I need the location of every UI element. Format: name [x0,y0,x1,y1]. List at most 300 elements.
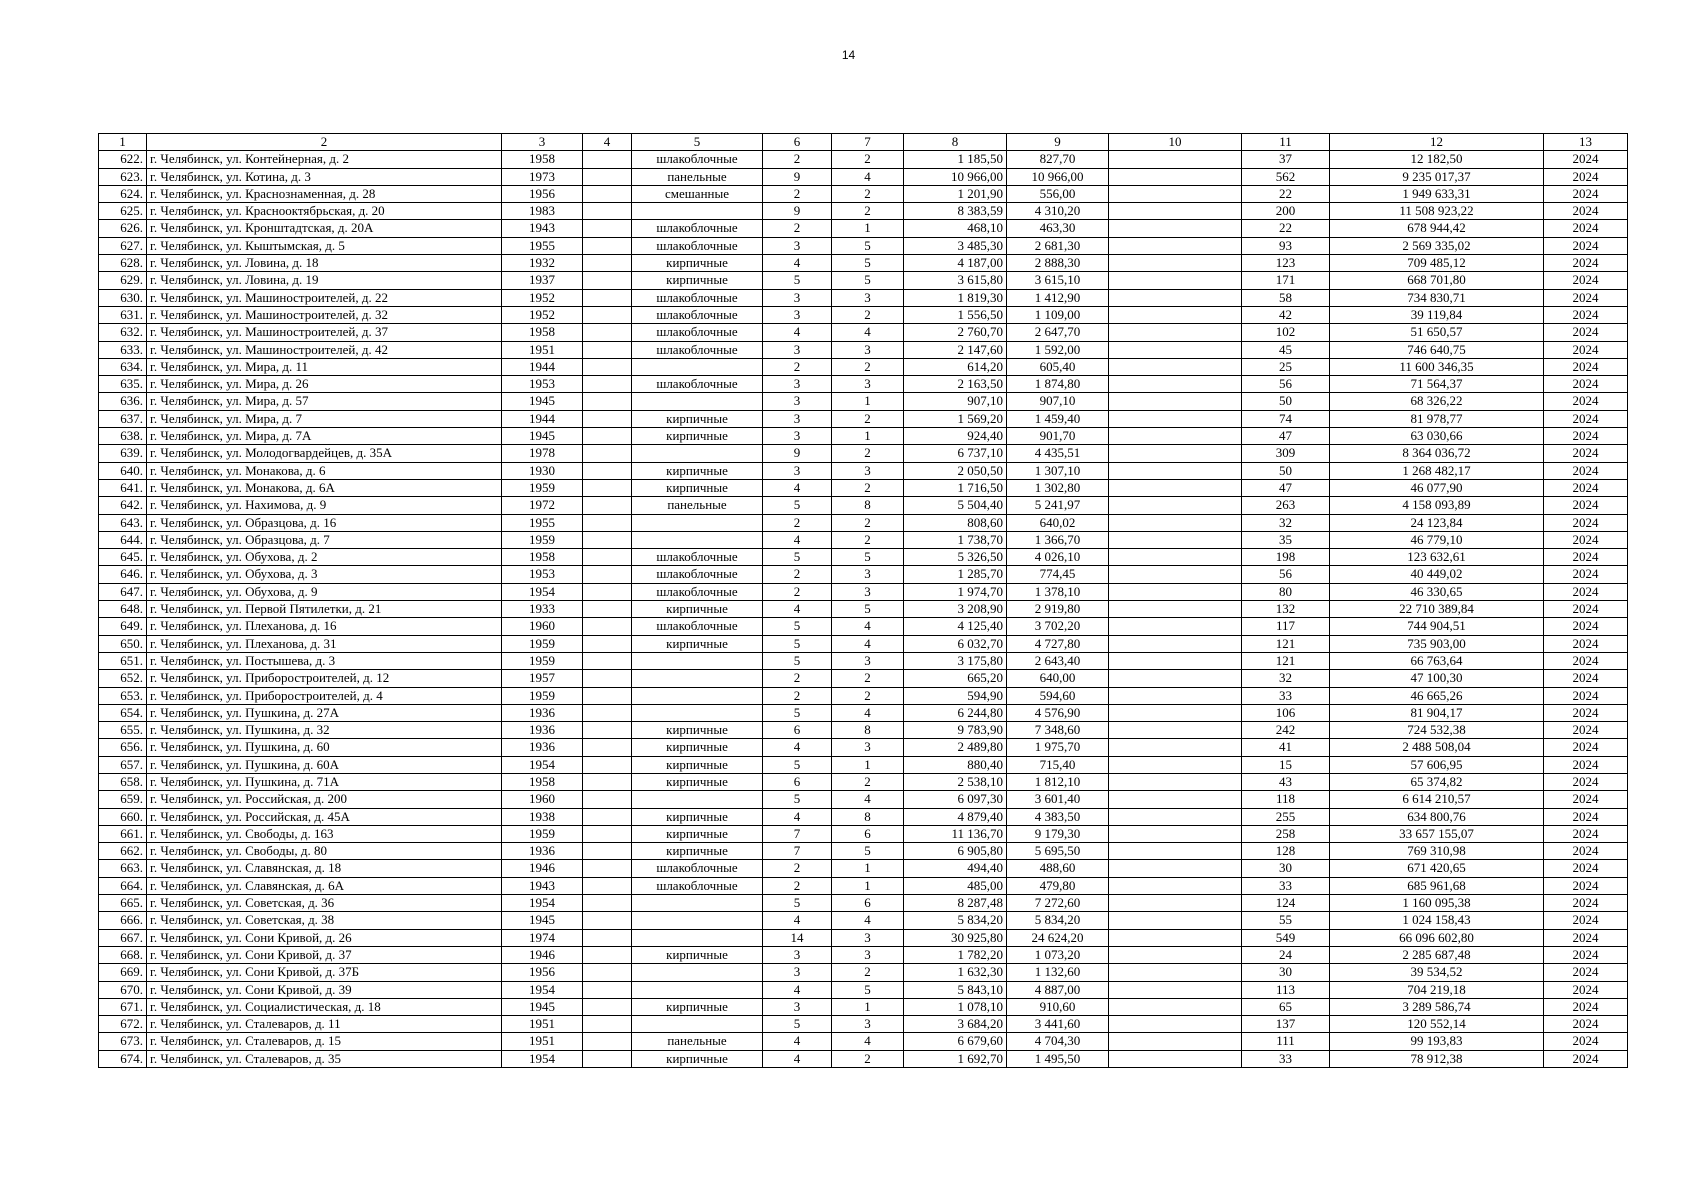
cell-entrances: 3 [832,462,904,479]
cell-living-area: 4 727,80 [1007,635,1109,652]
cell-col-4 [583,895,632,912]
cell-entrances: 2 [832,1050,904,1067]
cell-total-area: 8 287,48 [904,895,1007,912]
cell-total-area: 6 737,10 [904,445,1007,462]
page-number: 14 [841,48,856,62]
cell-entrances: 5 [832,255,904,272]
cell-year: 2024 [1544,808,1628,825]
table-row [99,808,1628,825]
cell-floors: 2 [763,877,832,894]
cell-address: г. Челябинск, ул. Сталеваров, д. 15 [147,1033,502,1050]
cell-cost: 746 640,75 [1330,341,1544,358]
cell-row-number: 673. [99,1033,147,1050]
cell-year: 2024 [1544,428,1628,445]
cell-wall-material: панельные [632,1033,763,1050]
cell-entrances: 2 [832,410,904,427]
table-row [99,929,1628,946]
cell-wall-material: шлакоблочные [632,860,763,877]
cell-row-number: 622. [99,151,147,168]
cell-living-area: 5 834,20 [1007,912,1109,929]
cell-living-area: 1 307,10 [1007,462,1109,479]
cell-floors: 4 [763,1033,832,1050]
cell-address: г. Челябинск, ул. Молодогвардейцев, д. 35А [147,445,502,462]
cell-address: г. Челябинск, ул. Мира, д. 26 [147,376,502,393]
cell-col-10 [1109,410,1242,427]
column-header: 12 [1330,134,1544,151]
cell-year-built: 1945 [502,998,583,1015]
cell-residents: 65 [1242,998,1330,1015]
cell-row-number: 632. [99,324,147,341]
cell-total-area: 2 163,50 [904,376,1007,393]
cell-year: 2024 [1544,704,1628,721]
cell-col-10 [1109,324,1242,341]
register-table [98,133,1628,1068]
cell-entrances: 2 [832,151,904,168]
cell-cost: 735 903,00 [1330,635,1544,652]
cell-wall-material: кирпичные [632,825,763,842]
cell-year: 2024 [1544,445,1628,462]
cell-living-area: 1 412,90 [1007,289,1109,306]
cell-cost: 66 763,64 [1330,652,1544,669]
cell-entrances: 2 [832,306,904,323]
cell-floors: 5 [763,549,832,566]
column-header: 1 [99,134,147,151]
cell-floors: 3 [763,289,832,306]
cell-year: 2024 [1544,601,1628,618]
cell-living-area: 5 241,97 [1007,497,1109,514]
cell-address: г. Челябинск, ул. Кыштымская, д. 5 [147,237,502,254]
table-row [99,393,1628,410]
cell-floors: 3 [763,462,832,479]
cell-year: 2024 [1544,998,1628,1015]
cell-total-area: 2 538,10 [904,773,1007,790]
cell-entrances: 2 [832,964,904,981]
cell-year: 2024 [1544,929,1628,946]
cell-entrances: 2 [832,514,904,531]
cell-address: г. Челябинск, ул. Приборостроителей, д. 12 [147,670,502,687]
cell-wall-material: кирпичные [632,479,763,496]
table-row [99,306,1628,323]
cell-col-4 [583,341,632,358]
cell-wall-material: шлакоблочные [632,237,763,254]
cell-year-built: 1954 [502,756,583,773]
column-header: 7 [832,134,904,151]
cell-total-area: 665,20 [904,670,1007,687]
cell-col-4 [583,428,632,445]
cell-total-area: 3 615,80 [904,272,1007,289]
cell-year-built: 1954 [502,895,583,912]
cell-year: 2024 [1544,220,1628,237]
cell-entrances: 4 [832,704,904,721]
cell-col-4 [583,306,632,323]
cell-year: 2024 [1544,722,1628,739]
table-row [99,462,1628,479]
cell-cost: 678 944,42 [1330,220,1544,237]
cell-year-built: 1946 [502,860,583,877]
cell-col-4 [583,549,632,566]
cell-address: г. Челябинск, ул. Машиностроителей, д. 32 [147,306,502,323]
cell-wall-material: кирпичные [632,946,763,963]
cell-address: г. Челябинск, ул. Обухова, д. 2 [147,549,502,566]
cell-col-4 [583,272,632,289]
cell-residents: 132 [1242,601,1330,618]
cell-entrances: 3 [832,1016,904,1033]
cell-address: г. Челябинск, ул. Сони Кривой, д. 26 [147,929,502,946]
cell-col-10 [1109,704,1242,721]
cell-floors: 3 [763,237,832,254]
cell-col-10 [1109,428,1242,445]
cell-col-4 [583,1033,632,1050]
cell-living-area: 907,10 [1007,393,1109,410]
cell-entrances: 4 [832,912,904,929]
cell-year-built: 1945 [502,912,583,929]
cell-year-built: 1944 [502,410,583,427]
cell-year-built: 1955 [502,514,583,531]
cell-year: 2024 [1544,1016,1628,1033]
cell-year-built: 1957 [502,670,583,687]
cell-year-built: 1936 [502,843,583,860]
cell-wall-material: шлакоблочные [632,549,763,566]
cell-year-built: 1960 [502,618,583,635]
cell-col-10 [1109,825,1242,842]
cell-cost: 744 904,51 [1330,618,1544,635]
cell-col-10 [1109,306,1242,323]
cell-living-area: 1 073,20 [1007,946,1109,963]
table-header [99,134,1628,151]
cell-wall-material [632,358,763,375]
cell-year: 2024 [1544,946,1628,963]
cell-year: 2024 [1544,635,1628,652]
cell-entrances: 2 [832,203,904,220]
cell-address: г. Челябинск, ул. Обухова, д. 9 [147,583,502,600]
cell-total-area: 1 632,30 [904,964,1007,981]
cell-cost: 51 650,57 [1330,324,1544,341]
cell-total-area: 6 679,60 [904,1033,1007,1050]
cell-col-10 [1109,808,1242,825]
cell-row-number: 648. [99,601,147,618]
cell-residents: 45 [1242,341,1330,358]
table-row [99,895,1628,912]
cell-year-built: 1959 [502,479,583,496]
cell-entrances: 8 [832,808,904,825]
cell-residents: 35 [1242,531,1330,548]
cell-col-10 [1109,376,1242,393]
cell-year-built: 1944 [502,358,583,375]
cell-floors: 9 [763,445,832,462]
cell-entrances: 2 [832,531,904,548]
cell-wall-material: кирпичные [632,601,763,618]
cell-living-area: 1 495,50 [1007,1050,1109,1067]
table-row [99,773,1628,790]
cell-living-area: 7 272,60 [1007,895,1109,912]
cell-row-number: 661. [99,825,147,842]
cell-total-area: 30 925,80 [904,929,1007,946]
cell-cost: 99 193,83 [1330,1033,1544,1050]
cell-year: 2024 [1544,272,1628,289]
cell-row-number: 641. [99,479,147,496]
cell-total-area: 1 285,70 [904,566,1007,583]
cell-total-area: 10 966,00 [904,168,1007,185]
cell-cost: 709 485,12 [1330,255,1544,272]
cell-entrances: 1 [832,393,904,410]
cell-living-area: 3 615,10 [1007,272,1109,289]
cell-col-4 [583,462,632,479]
cell-living-area: 594,60 [1007,687,1109,704]
cell-cost: 685 961,68 [1330,877,1544,894]
cell-address: г. Челябинск, ул. Пушкина, д. 71А [147,773,502,790]
cell-year: 2024 [1544,583,1628,600]
cell-living-area: 1 378,10 [1007,583,1109,600]
cell-total-area: 4 187,00 [904,255,1007,272]
cell-col-10 [1109,549,1242,566]
cell-floors: 2 [763,566,832,583]
cell-row-number: 666. [99,912,147,929]
cell-col-4 [583,203,632,220]
cell-year: 2024 [1544,670,1628,687]
cell-wall-material: кирпичные [632,739,763,756]
cell-total-area: 6 032,70 [904,635,1007,652]
table-row [99,479,1628,496]
cell-col-10 [1109,220,1242,237]
cell-entrances: 1 [832,877,904,894]
cell-year: 2024 [1544,825,1628,842]
cell-col-10 [1109,497,1242,514]
cell-residents: 121 [1242,635,1330,652]
cell-year: 2024 [1544,652,1628,669]
cell-total-area: 6 097,30 [904,791,1007,808]
cell-col-10 [1109,722,1242,739]
cell-wall-material [632,964,763,981]
table-row [99,981,1628,998]
cell-residents: 200 [1242,203,1330,220]
cell-col-10 [1109,877,1242,894]
cell-col-4 [583,912,632,929]
cell-wall-material: кирпичные [632,722,763,739]
cell-year-built: 1951 [502,1016,583,1033]
cell-wall-material: шлакоблочные [632,324,763,341]
cell-row-number: 642. [99,497,147,514]
cell-residents: 93 [1242,237,1330,254]
cell-residents: 123 [1242,255,1330,272]
cell-living-area: 3 601,40 [1007,791,1109,808]
cell-col-4 [583,358,632,375]
cell-total-area: 2 147,60 [904,341,1007,358]
column-header: 11 [1242,134,1330,151]
table-row [99,946,1628,963]
cell-year-built: 1938 [502,808,583,825]
cell-wall-material [632,393,763,410]
cell-cost: 1 949 633,31 [1330,185,1544,202]
cell-col-4 [583,946,632,963]
table-row [99,531,1628,548]
cell-col-10 [1109,860,1242,877]
cell-residents: 43 [1242,773,1330,790]
cell-floors: 2 [763,670,832,687]
cell-total-area: 614,20 [904,358,1007,375]
cell-living-area: 2 919,80 [1007,601,1109,618]
cell-address: г. Челябинск, ул. Социалистическая, д. 18 [147,998,502,1015]
cell-floors: 3 [763,306,832,323]
cell-col-10 [1109,566,1242,583]
cell-row-number: 636. [99,393,147,410]
cell-col-4 [583,445,632,462]
cell-total-area: 4 879,40 [904,808,1007,825]
cell-living-area: 2 888,30 [1007,255,1109,272]
cell-address: г. Челябинск, ул. Машиностроителей, д. 22 [147,289,502,306]
cell-address: г. Челябинск, ул. Сталеваров, д. 11 [147,1016,502,1033]
cell-col-10 [1109,1033,1242,1050]
cell-wall-material: смешанные [632,185,763,202]
cell-living-area: 1 109,00 [1007,306,1109,323]
cell-address: г. Челябинск, ул. Плеханова, д. 16 [147,618,502,635]
cell-floors: 4 [763,479,832,496]
table-row [99,376,1628,393]
cell-cost: 12 182,50 [1330,151,1544,168]
cell-living-area: 910,60 [1007,998,1109,1015]
cell-wall-material [632,687,763,704]
table-row [99,341,1628,358]
cell-total-area: 1 738,70 [904,531,1007,548]
cell-address: г. Челябинск, ул. Советская, д. 38 [147,912,502,929]
cell-col-4 [583,410,632,427]
cell-col-4 [583,237,632,254]
cell-col-10 [1109,514,1242,531]
cell-cost: 46 077,90 [1330,479,1544,496]
cell-residents: 102 [1242,324,1330,341]
table-row [99,324,1628,341]
cell-address: г. Челябинск, ул. Мира, д. 11 [147,358,502,375]
cell-residents: 22 [1242,220,1330,237]
cell-year: 2024 [1544,843,1628,860]
cell-row-number: 638. [99,428,147,445]
cell-residents: 42 [1242,306,1330,323]
cell-year: 2024 [1544,497,1628,514]
cell-year: 2024 [1544,860,1628,877]
cell-entrances: 3 [832,566,904,583]
cell-row-number: 647. [99,583,147,600]
cell-living-area: 605,40 [1007,358,1109,375]
cell-total-area: 1 569,20 [904,410,1007,427]
cell-floors: 4 [763,531,832,548]
cell-residents: 263 [1242,497,1330,514]
cell-total-area: 6 244,80 [904,704,1007,721]
cell-living-area: 10 966,00 [1007,168,1109,185]
cell-row-number: 644. [99,531,147,548]
cell-floors: 3 [763,946,832,963]
cell-entrances: 1 [832,220,904,237]
cell-total-area: 6 905,80 [904,843,1007,860]
cell-address: г. Челябинск, ул. Российская, д. 200 [147,791,502,808]
cell-col-10 [1109,912,1242,929]
cell-col-4 [583,981,632,998]
cell-year-built: 1936 [502,739,583,756]
cell-wall-material: кирпичные [632,410,763,427]
cell-total-area: 1 556,50 [904,306,1007,323]
cell-total-area: 3 485,30 [904,237,1007,254]
cell-entrances: 2 [832,185,904,202]
cell-entrances: 5 [832,237,904,254]
cell-cost: 78 912,38 [1330,1050,1544,1067]
cell-entrances: 1 [832,756,904,773]
cell-entrances: 5 [832,549,904,566]
cell-year-built: 1951 [502,341,583,358]
table-row [99,964,1628,981]
cell-floors: 3 [763,964,832,981]
cell-year: 2024 [1544,791,1628,808]
table-row [99,756,1628,773]
cell-address: г. Челябинск, ул. Обухова, д. 3 [147,566,502,583]
cell-entrances: 4 [832,635,904,652]
cell-row-number: 645. [99,549,147,566]
cell-col-10 [1109,998,1242,1015]
cell-address: г. Челябинск, ул. Славянская, д. 18 [147,860,502,877]
cell-entrances: 3 [832,929,904,946]
cell-living-area: 3 702,20 [1007,618,1109,635]
cell-entrances: 3 [832,739,904,756]
cell-year-built: 1952 [502,289,583,306]
cell-year: 2024 [1544,203,1628,220]
cell-col-4 [583,652,632,669]
cell-col-4 [583,566,632,583]
cell-cost: 71 564,37 [1330,376,1544,393]
cell-year: 2024 [1544,981,1628,998]
cell-wall-material: шлакоблочные [632,220,763,237]
cell-col-10 [1109,964,1242,981]
cell-row-number: 637. [99,410,147,427]
cell-col-10 [1109,531,1242,548]
cell-residents: 117 [1242,618,1330,635]
cell-col-10 [1109,151,1242,168]
cell-total-area: 3 684,20 [904,1016,1007,1033]
table-row [99,272,1628,289]
cell-entrances: 1 [832,428,904,445]
cell-cost: 46 665,26 [1330,687,1544,704]
cell-cost: 46 330,65 [1330,583,1544,600]
cell-entrances: 8 [832,722,904,739]
cell-living-area: 488,60 [1007,860,1109,877]
cell-floors: 4 [763,601,832,618]
cell-residents: 128 [1242,843,1330,860]
cell-address: г. Челябинск, ул. Краснооктябрьская, д. 20 [147,203,502,220]
cell-col-10 [1109,289,1242,306]
cell-year-built: 1974 [502,929,583,946]
table-row [99,445,1628,462]
cell-year-built: 1973 [502,168,583,185]
cell-cost: 63 030,66 [1330,428,1544,445]
cell-cost: 6 614 210,57 [1330,791,1544,808]
cell-row-number: 639. [99,445,147,462]
table-row [99,289,1628,306]
cell-row-number: 634. [99,358,147,375]
cell-wall-material [632,445,763,462]
cell-cost: 81 978,77 [1330,410,1544,427]
cell-total-area: 485,00 [904,877,1007,894]
cell-row-number: 635. [99,376,147,393]
cell-row-number: 626. [99,220,147,237]
cell-living-area: 640,02 [1007,514,1109,531]
cell-wall-material: кирпичные [632,773,763,790]
cell-year-built: 1956 [502,185,583,202]
cell-year: 2024 [1544,1033,1628,1050]
cell-cost: 24 123,84 [1330,514,1544,531]
cell-residents: 22 [1242,185,1330,202]
cell-residents: 55 [1242,912,1330,929]
cell-col-4 [583,185,632,202]
cell-year: 2024 [1544,168,1628,185]
cell-year-built: 1946 [502,946,583,963]
cell-floors: 5 [763,1016,832,1033]
cell-residents: 113 [1242,981,1330,998]
